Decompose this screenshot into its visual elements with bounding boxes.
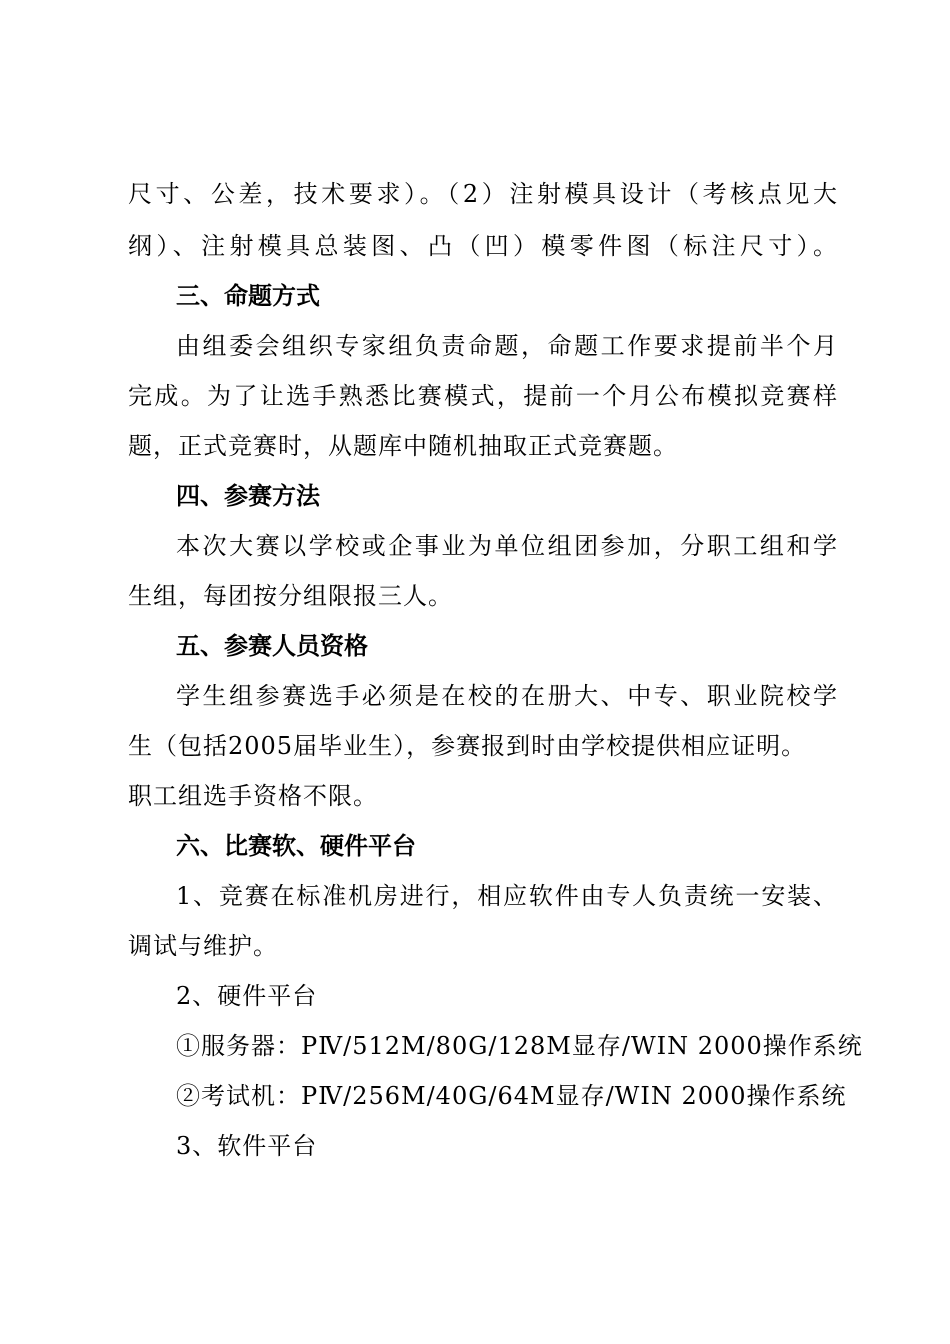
section-heading-participation: 四、参赛方法: [176, 482, 320, 510]
paragraph-line: 调试与维护。: [128, 932, 278, 960]
list-item-exam-machine: ②考试机：PⅣ/256M/40G/64M显存/WIN 2000操作系统: [176, 1082, 847, 1110]
paragraph-line: 学生组参赛选手必须是在校的在册大、中专、职业院校学: [176, 682, 838, 710]
list-item-software: 3、软件平台: [176, 1132, 318, 1160]
section-heading-platform: 六、比赛软、硬件平台: [176, 832, 416, 860]
paragraph-line: 生（包括2005届毕业生），参赛报到时由学校提供相应证明。: [128, 732, 807, 760]
paragraph-line: 完成。为了让选手熟悉比赛模式，提前一个月公布模拟竞赛样: [128, 382, 838, 410]
paragraph-line: 生组，每团按分组限报三人。: [128, 582, 453, 610]
list-item-hardware: 2、硬件平台: [176, 982, 318, 1010]
paragraph-line: 1、竞赛在标准机房进行，相应软件由专人负责统一安装、: [176, 882, 838, 910]
section-heading-qualification: 五、参赛人员资格: [176, 632, 368, 660]
paragraph-line: 纲）、注射模具总装图、凸（凹）模零件图（标注尺寸）。: [128, 232, 838, 260]
list-item-server: ①服务器：PⅣ/512M/80G/128M显存/WIN 2000操作系统: [176, 1032, 863, 1060]
section-heading-propositions: 三、命题方式: [176, 282, 320, 310]
paragraph-line: 题，正式竞赛时，从题库中随机抽取正式竞赛题。: [128, 432, 678, 460]
paragraph-line: 尺寸、公差，技术要求）。（2）注射模具设计（考核点见大: [128, 180, 838, 208]
paragraph-line: 本次大赛以学校或企事业为单位组团参加，分职工组和学: [176, 532, 838, 560]
paragraph-line: 职工组选手资格不限。: [128, 782, 378, 810]
paragraph-line: 由组委会组织专家组负责命题，命题工作要求提前半个月: [176, 332, 838, 360]
